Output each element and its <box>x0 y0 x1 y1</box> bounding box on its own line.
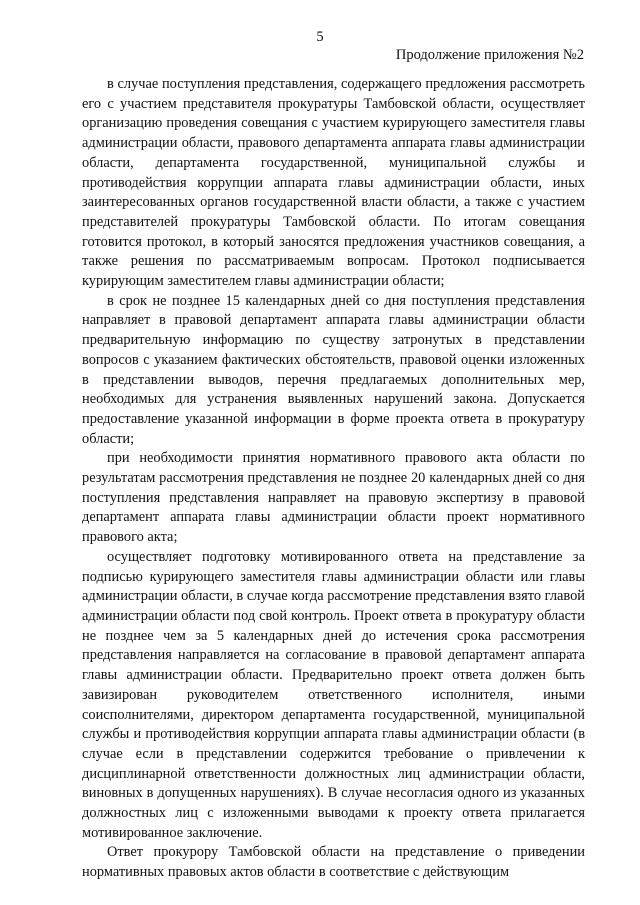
page-number: 5 <box>316 29 324 45</box>
document-body <box>82 75 585 883</box>
paragraph: в случае поступления представления, содержащего предложения рассмотреть его с участием представителя прокуратуры Тамбовской области, осуществляет организацию проведения совещания с участием курирующего заместителя главы администрации области, правового департамента аппарата главы администрации области, департамента государственной, муниципальной службы и противодействия коррупции аппарата главы администрации области, иных заинтересованных органов государственной власти области, а также с участием представителей прокуратуры Тамбовской области. По итогам совещания готовится протокол, в который заносятся предложения участников совещания, а также решения по рассматриваемым вопросам. Протокол подписывается курирующим заместителем главы администрации области; <box>82 76 585 290</box>
paragraph: при необходимости принятия нормативного правового акта области по результатам рассмотрения представления не позднее 20 календарных дней со дня поступления представления направляет на правовую экспертизу в правовой департамент аппарата главы администрации области проект нормативного правового акта; <box>82 450 585 546</box>
paragraph: Ответ прокурору Тамбовской области на представление о приведении нормативных правовых актов области в соответствие с действующим <box>82 844 585 881</box>
paragraph: осуществляет подготовку мотивированного ответа на представление за подписью курирующего заместителя главы администрации области или главы администрации области, в случае когда рассмотрение представления взято главой администрации области под свой контроль. Проект ответа в прокуратуру области не позднее чем за 5 календарных дней до истечения срока рассмотрения представления направляется на согласование в правовой департамент аппарата главы администрации области. Предварительно проект ответа должен быть завизирован руководителем ответственного исполнителя, иными соисполнителями, директором департамента государственной, муниципальной службы и противодействия коррупции аппарата главы администрации области (в случае если в представлении содержится требование о привлечении к дисциплинарной ответственности должностных лиц администрации области, виновных в допущенных нарушениях). В случае несогласия одного из указанных должностных лиц с изложенными выводами к проекту ответа прилагается мотивированное заключение. <box>82 548 585 841</box>
paragraph: в срок не позднее 15 календарных дней со дня поступления представления направляет в правовой департамент аппарата главы администрации области предварительную информацию по существу затронутых в представлении вопросов с указанием фактических обстоятельств, правовой оценки изложенных в представлении выводов, перечня предлагаемых дополнительных мер, необходимых для устранения выявленных нарушений закона. Допускается предоставление указанной информации в форме проекта ответа в прокуратуру области; <box>82 292 585 447</box>
appendix-continuation-note: Продолжение приложения №2 <box>395 47 584 63</box>
